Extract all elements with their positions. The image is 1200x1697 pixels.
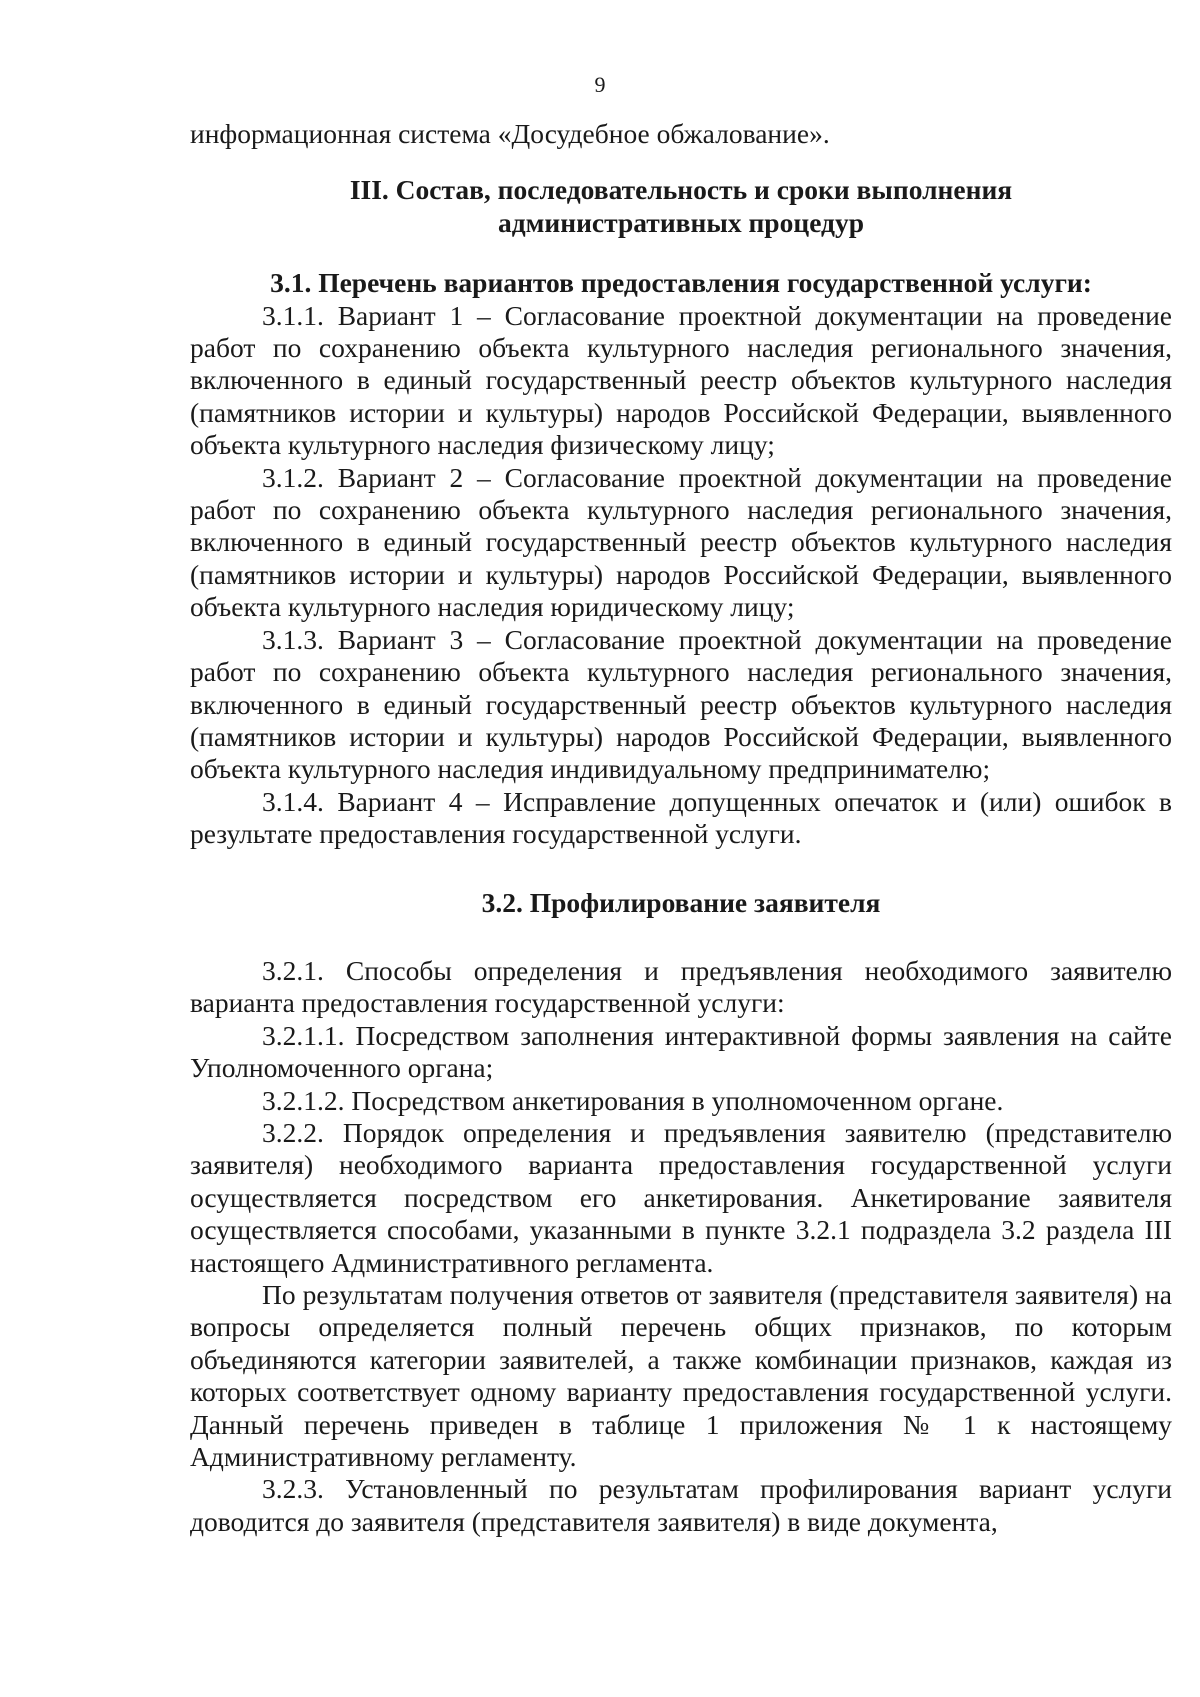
paragraph-3-2-1: 3.2.1. Способы определения и предъявления необходимого заявителю варианта предоставления государственной услуги: <box>190 954 1172 1019</box>
paragraph-variant-4: 3.1.4. Вариант 4 – Исправление допущенных опечаток и (или) ошибок в результате предоставления государственной услуги. <box>190 785 1172 850</box>
subsection-heading-3-2: 3.2. Профилирование заявителя <box>481 886 881 918</box>
section-heading-line-2: административных процедур <box>498 206 864 238</box>
paragraph-variant-1: 3.1.1. Вариант 1 – Согласование проектной документации на проведение работ по сохранению объекта культурного наследия регионального значения, включенного в единый государственный реестр объектов культурного наследия (памятников истории и культуры) народов Российской Федерации, выявленного объекта культурного наследия физическому лицу; <box>190 299 1172 461</box>
paragraph-variant-3: 3.1.3. Вариант 3 – Согласование проектной документации на проведение работ по сохранению объекта культурного наследия регионального значения, включенного в единый государственный реестр объектов культурного наследия (памятников истории и культуры) народов Российской Федерации, выявленного объекта культурного наследия индивидуальному предпринимателю; <box>190 623 1172 785</box>
paragraph-3-2-2-results: По результатам получения ответов от заявителя (представителя заявителя) на вопросы определяется полный перечень общих признаков, по которым объединяются категории заявителей, а также комбинации признаков, каждая из которых соответствует одному варианту предоставления государственной услуги. Данный перечень приведен в таблице 1 приложения № 1 к настоящему Административному регламенту. <box>190 1279 1172 1473</box>
section-heading <box>190 174 1172 239</box>
paragraph-3-2-1-1: 3.2.1.1. Посредством заполнения интерактивной формы заявления на сайте Уполномоченного органа; <box>190 1019 1172 1084</box>
paragraph-variant-2: 3.1.2. Вариант 2 – Согласование проектной документации на проведение работ по сохранению объекта культурного наследия регионального значения, включенного в единый государственный реестр объектов культурного наследия (памятников истории и культуры) народов Российской Федерации, выявленного объекта культурного наследия юридическому лицу; <box>190 461 1172 623</box>
document-body <box>190 118 1172 1538</box>
paragraph-intro: информационная система «Досудебное обжалование». <box>190 118 830 149</box>
subsection-heading-3-1: 3.1. Перечень вариантов предоставления государственной услуги: <box>270 267 1092 299</box>
paragraph-3-2-3: 3.2.3. Установленный по результатам профилирования вариант услуги доводится до заявителя (представителя заявителя) в виде документа, <box>190 1473 1172 1537</box>
paragraph-3-2-1-2: 3.2.1.2. Посредством анкетирования в уполномоченном органе. <box>262 1084 1004 1116</box>
section-heading-line-1: III. Состав, последовательность и сроки выполнения <box>349 174 1013 206</box>
paragraph-3-2-2: 3.2.2. Порядок определения и предъявления заявителю (представителю заявителя) необходимого варианта предоставления государственной услуги осуществляется посредством его анкетирования. Анкетирование заявителя осуществляется способами, указанными в пункте 3.2.1 подраздела 3.2 раздела III настоящего Административного регламента. <box>190 1116 1172 1278</box>
page-number: 9 <box>594 72 606 97</box>
